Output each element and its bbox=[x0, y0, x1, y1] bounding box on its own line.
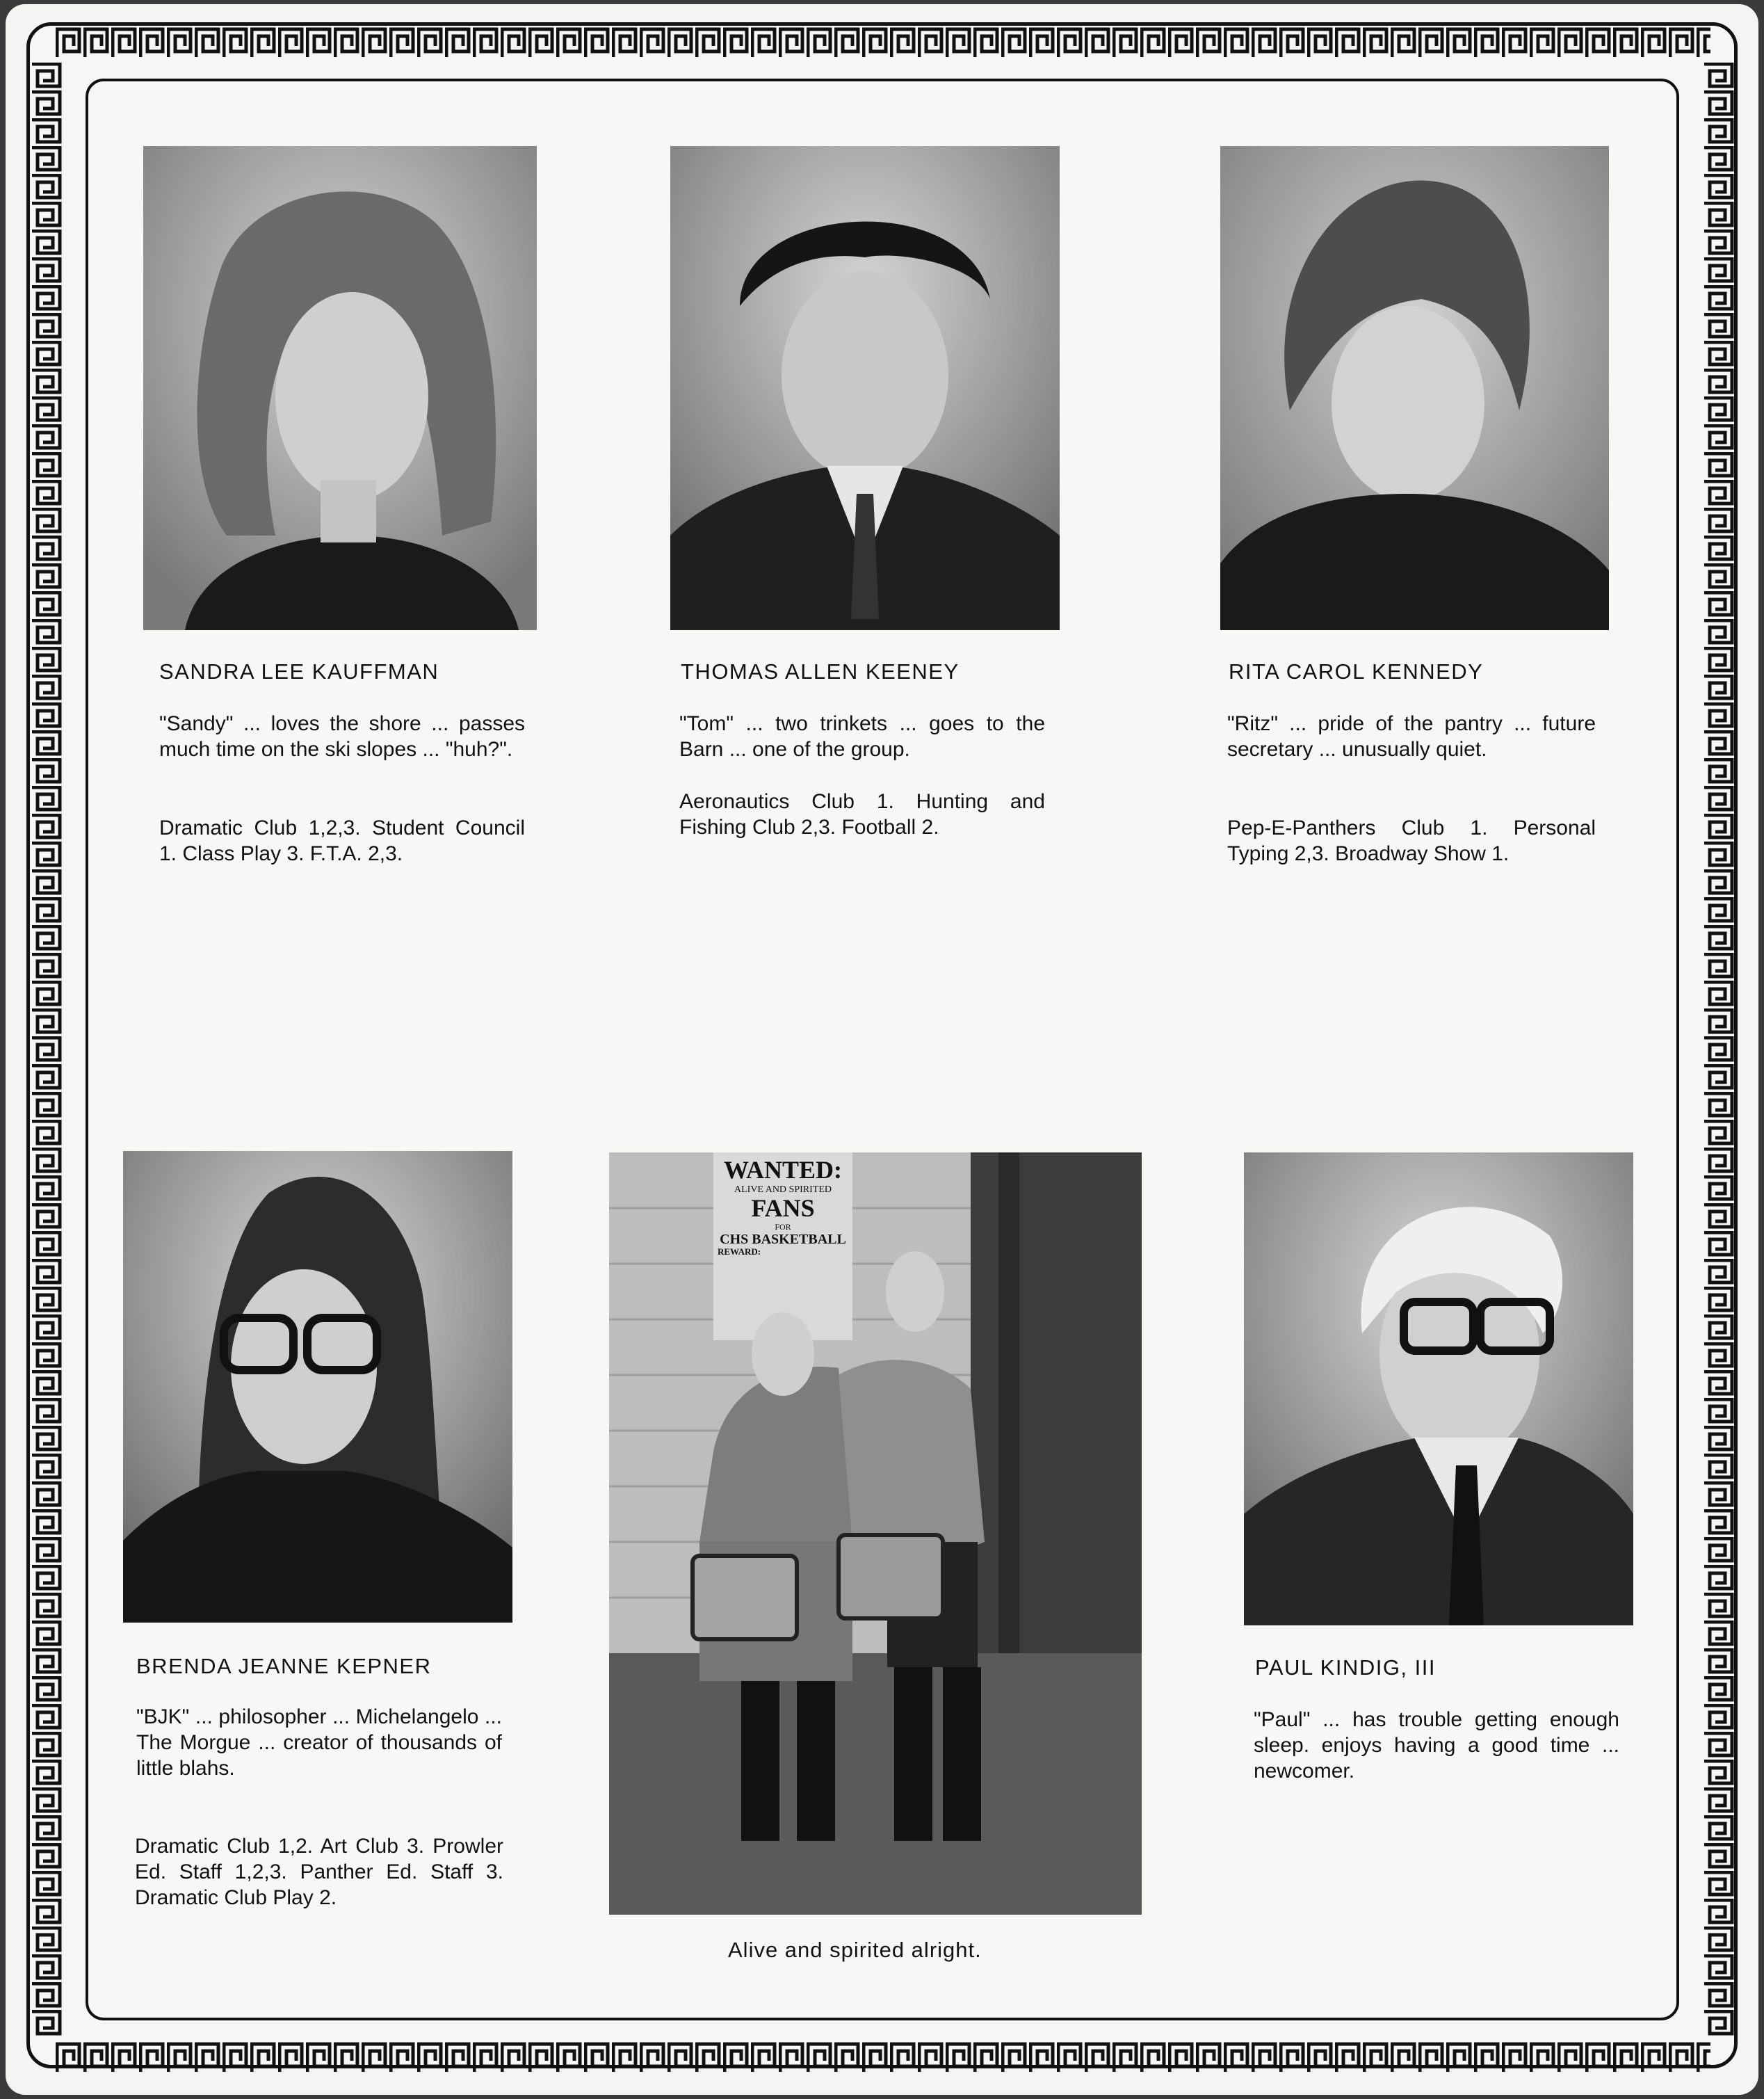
senior-quote: "Paul" ... has trouble getting enough sleep. enjoys having a good time ... newcomer. bbox=[1254, 1708, 1619, 1783]
candid-photo bbox=[609, 1152, 1142, 1915]
poster-line: WANTED: bbox=[723, 1156, 842, 1184]
candid-caption: Alive and spirited alright. bbox=[728, 1938, 982, 1962]
portrait-photo-rita bbox=[1220, 146, 1609, 630]
greek-key-border-right bbox=[1703, 63, 1735, 2036]
poster-line: CHS BASKETBALL bbox=[720, 1231, 846, 1247]
senior-activities: Dramatic Club 1,2. Art Club 3. Prowler Ed. Staff 1,2,3. Panther Ed. Staff 3. Dramatic Club Play 2. bbox=[135, 1835, 503, 1909]
senior-activities: Pep-E-Panthers Club 1. Personal Typing 2,3. Broadway Show 1. bbox=[1227, 817, 1596, 865]
senior-quote: "Tom" ... two trinkets ... goes to the Barn ... one of the group. bbox=[679, 712, 1045, 761]
greek-key-border-top bbox=[56, 26, 1710, 58]
senior-quote: "Sandy" ... loves the shore ... passes much time on the ski slopes ... "huh?". bbox=[159, 712, 525, 761]
greek-key-border-bottom bbox=[56, 2041, 1710, 2073]
senior-name: RITA CAROL KENNEDY bbox=[1229, 659, 1484, 684]
portrait-photo-paul bbox=[1244, 1152, 1633, 1625]
senior-quote: "BJK" ... philosopher ... Michelangelo ... The Morgue ... creator of thousands of little blahs. bbox=[136, 1705, 502, 1780]
poster-line: REWARD: bbox=[718, 1246, 761, 1257]
portrait-photo-brenda bbox=[123, 1151, 512, 1623]
senior-name: SANDRA LEE KAUFFMAN bbox=[159, 659, 439, 684]
senior-activities: Dramatic Club 1,2,3. Student Council 1. Class Play 3. F.T.A. 2,3. bbox=[159, 817, 525, 865]
poster-line: FANS bbox=[751, 1193, 815, 1222]
senior-name: BRENDA JEANNE KEPNER bbox=[136, 1654, 432, 1678]
wanted-poster bbox=[713, 1157, 852, 1257]
senior-name: PAUL KINDIG, III bbox=[1255, 1655, 1436, 1680]
senior-quote: "Ritz" ... pride of the pantry ... future secretary ... unusually quiet. bbox=[1227, 712, 1596, 761]
portrait-photo-sandra bbox=[143, 146, 537, 630]
senior-name: THOMAS ALLEN KEENEY bbox=[681, 659, 960, 684]
senior-activities: Aeronautics Club 1. Hunting and Fishing Club 2,3. Football 2. bbox=[679, 790, 1045, 839]
portrait-photo-thomas bbox=[670, 146, 1060, 630]
poster-line: ALIVE AND SPIRITED bbox=[734, 1184, 832, 1195]
poster-line: FOR bbox=[775, 1221, 791, 1232]
greek-key-border-left bbox=[31, 63, 63, 2036]
